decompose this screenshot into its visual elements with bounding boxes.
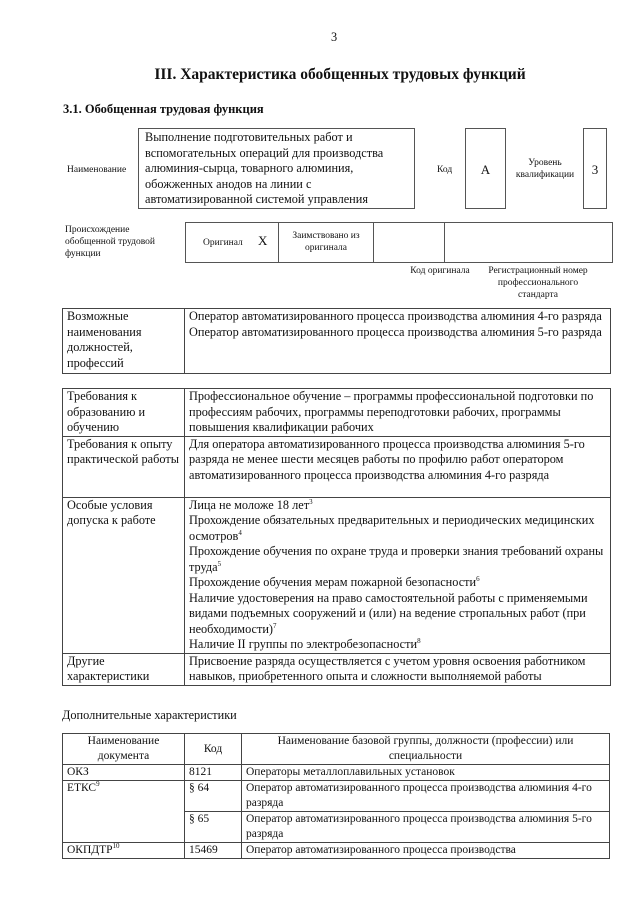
positions-label: Возможные наименования должностей, профессий xyxy=(63,309,185,374)
table-row xyxy=(63,389,611,437)
section-heading: 3.1. Обобщенная трудовая функция xyxy=(63,102,264,116)
doc-cell: ЕТКС xyxy=(67,782,97,794)
name-cell: Оператор автоматизированного процесса производства алюминия 4-го разряда xyxy=(242,781,610,812)
row-label: Особые условия допуска к работе xyxy=(63,497,185,653)
name-cell: Операторы металлоплавильных установок xyxy=(242,765,610,781)
code-cell: § 64 xyxy=(185,781,242,812)
additional-table xyxy=(62,733,610,859)
positions-table xyxy=(62,308,611,374)
header-cell: Наименование базовой группы, должности (профессии) или специальности xyxy=(242,734,610,765)
code-label: Код xyxy=(437,165,453,175)
code-value: А xyxy=(465,128,506,209)
table-header xyxy=(63,734,610,765)
additional-title: Дополнительные характеристики xyxy=(62,708,237,722)
requirements-table xyxy=(62,388,611,686)
code-cell: 15469 xyxy=(185,843,242,859)
code-original-caption: Код оригинала xyxy=(410,266,470,276)
condition-item: Прохождение обучения мерам пожарной безопасности$^6$ xyxy=(189,574,480,589)
level-label: Уровень квалификации xyxy=(515,158,575,180)
condition-item: Наличие удостоверения на право самостоятельной работы с применяемыми видами подъемных сооружений и (или) на ведение стропальных работ (при необходимости)$^7$ xyxy=(189,590,588,636)
row-label: Требования к опыту практической работы xyxy=(63,436,185,497)
position-item: Оператор автоматизированного процесса производства алюминия 5-го разряда xyxy=(189,324,602,339)
position-item: Оператор автоматизированного процесса производства алюминия 4-го разряда xyxy=(189,309,602,323)
page-number: 3 xyxy=(331,30,338,44)
table-row: ОКПДТР$^{10}$ 15469 Оператор автоматизированного процесса производства xyxy=(63,843,610,859)
condition-item: Лица не моложе 18 лет$^3$ xyxy=(189,497,313,512)
condition-item: Прохождение обучения по охране труда и проверки знания требований охраны труда$^5$ xyxy=(189,544,604,574)
name-label: Наименование xyxy=(67,165,127,175)
row-value: Присвоение разряда осуществляется с учетом уровня освоения работником навыков, приобретенного опыта и сложности выполняемой работы xyxy=(185,653,611,685)
condition-item: Прохождение обязательных предварительных и периодических медицинских осмотров$^4$ xyxy=(189,513,595,543)
name-cell: Оператор автоматизированного процесса производства алюминия 5-го разряда xyxy=(242,812,610,843)
code-cell: 8121 xyxy=(185,765,242,781)
table-row xyxy=(63,765,610,781)
reg-number-caption: Регистрационный номер профессионального стандарта xyxy=(488,266,588,300)
row-label: Другие характеристики xyxy=(63,653,185,685)
row-label: Требования к образованию и обучению xyxy=(63,389,185,437)
origin-mark: X xyxy=(258,233,268,248)
origin-borrowed: Заимствовано из оригинала xyxy=(292,231,360,253)
condition-item: Наличие II группы по электробезопасности$^8$ xyxy=(189,636,421,651)
page-title: III. Характеристика обобщенных трудовых функций xyxy=(154,66,526,83)
name-cell: Оператор автоматизированного процесса производства xyxy=(242,843,610,859)
doc-cell: ОКПДТР xyxy=(67,844,113,856)
table-row xyxy=(63,497,611,653)
origin-cell-code xyxy=(373,222,445,263)
row-value: Профессиональное обучение – программы профессиональной подготовки по профессиям рабочих, программы переподготовки рабочих, программы повышения квалификации рабочих xyxy=(185,389,611,437)
origin-label: Происхождение обобщенной трудовой функции xyxy=(65,225,155,259)
doc-cell: ОКЗ xyxy=(67,766,89,778)
table-row xyxy=(63,653,611,685)
level-value: 3 xyxy=(583,128,607,209)
table-row xyxy=(63,436,611,497)
code-cell: § 65 xyxy=(185,812,242,843)
header-cell: Код xyxy=(185,734,242,765)
header-cell: Наименование документа xyxy=(63,734,185,765)
name-value: Выполнение подготовительных работ и вспомогательных операций для производства алюминия-сырца, товарного алюминия, обожженных анодов на линии с автоматизированной системой управления xyxy=(138,128,415,209)
row-value: Для оператора автоматизированного процесса производства алюминия 5-го разряда не менее шести месяцев работы по профилю работ оператором автоматизированного процесса производства алюминия 4-го разряда xyxy=(185,436,611,497)
table-row: ЕТКС$^9$ § 64 Оператор автоматизированного процесса производства алюминия 4-го разряда xyxy=(63,781,610,812)
row-value xyxy=(185,497,611,653)
origin-original: Оригинал xyxy=(203,238,243,248)
